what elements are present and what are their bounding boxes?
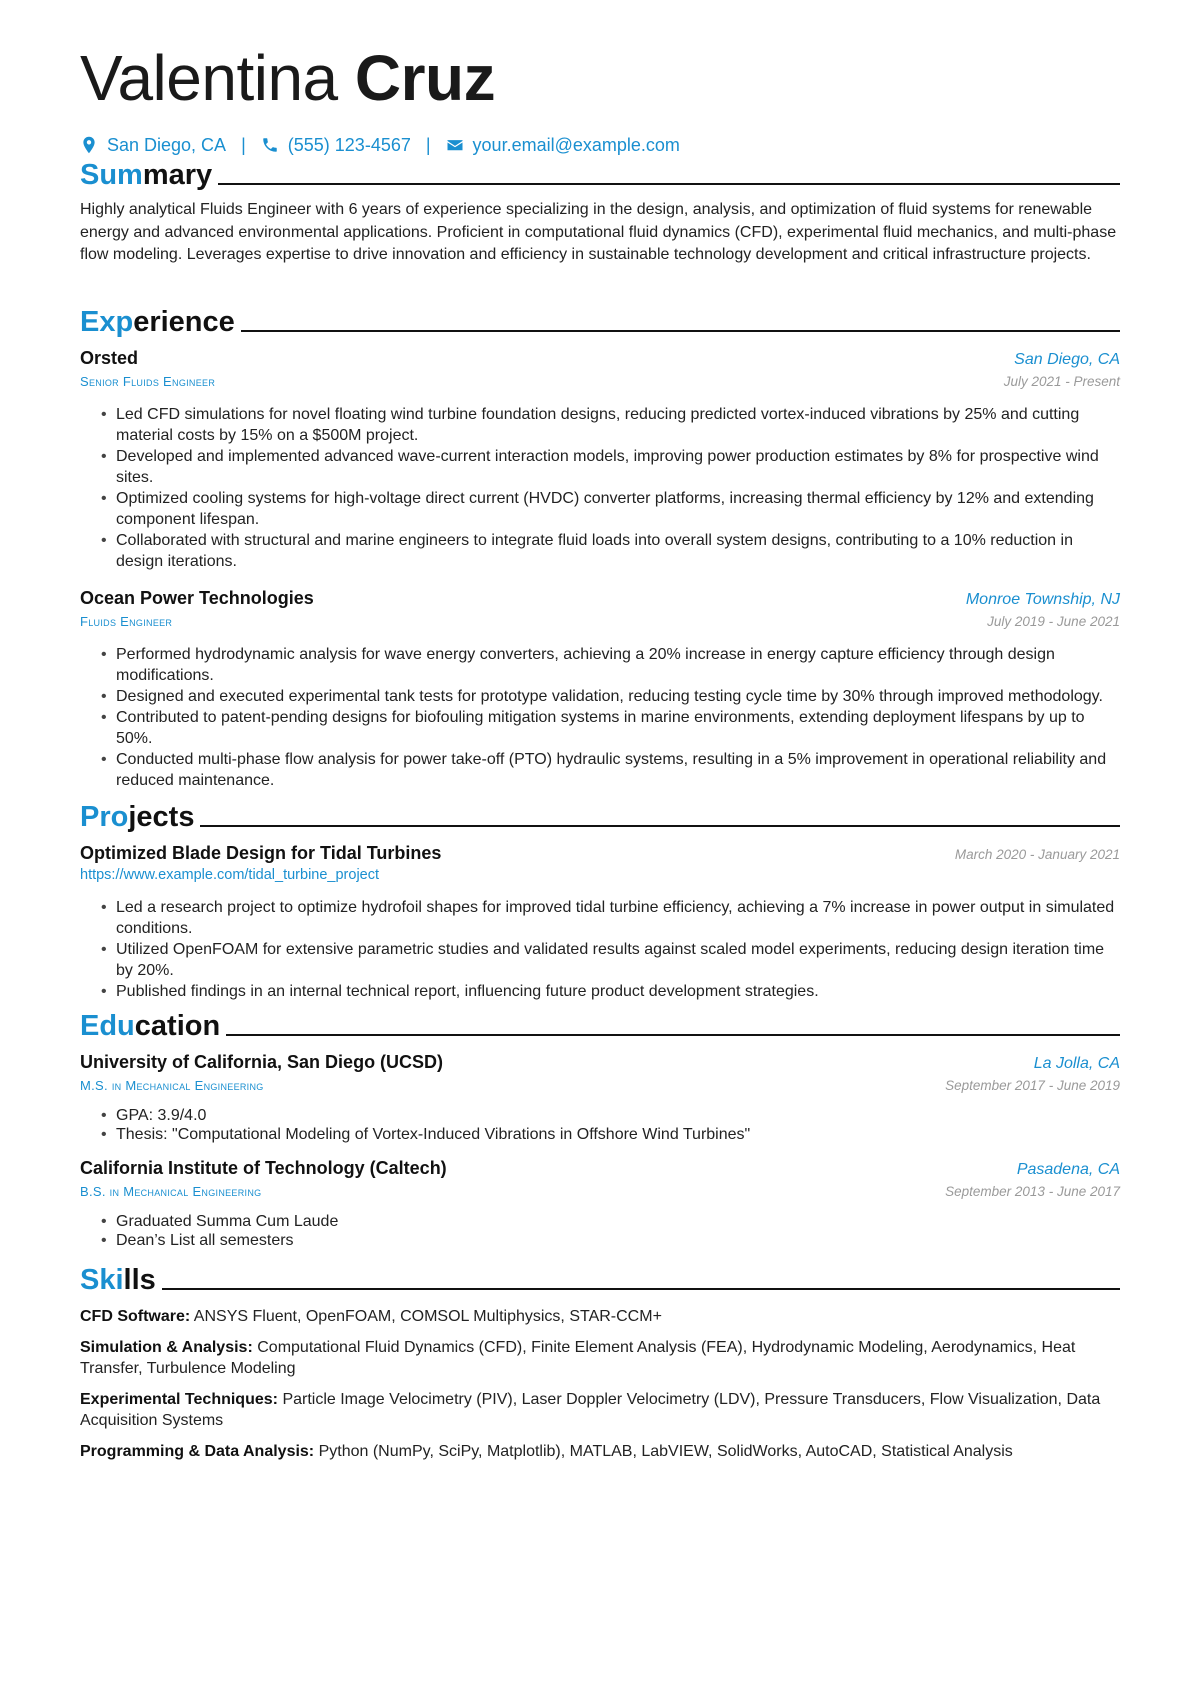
heading-accent: Pro (80, 801, 129, 833)
phone-icon (261, 136, 279, 154)
skill-group (80, 1389, 1120, 1431)
school-dates: September 2017 - June 2019 (945, 1078, 1120, 1093)
section-rule (200, 825, 1120, 827)
school-location: La Jolla, CA (1033, 1055, 1120, 1072)
map-marker-icon (80, 136, 98, 154)
heading-rest: jects (128, 801, 195, 833)
heading-accent: Edu (80, 1010, 135, 1042)
list-item: • Led CFD simulations for novel floating wind turbine foundation designs, reducing predicted vortex-induced vibrations by 25% and cutting material costs by 15% on a $500M project. (116, 404, 1120, 446)
first-name: Valentina (80, 42, 338, 114)
section-rule (162, 1288, 1120, 1290)
job-location: Monroe Township, NJ (965, 591, 1120, 608)
school-name: California Institute of Technology (Caltech) (80, 1158, 447, 1178)
list-item: • Led a research project to optimize hydrofoil shapes for improved tidal turbine efficiency, achieving a 7% increase in power output in simulated conditions. (116, 897, 1120, 939)
skill-group (80, 1306, 1120, 1327)
section-rule (218, 183, 1120, 185)
skills-section (80, 1258, 1120, 1462)
heading-rest: mary (142, 159, 213, 191)
skill-group (80, 1337, 1120, 1379)
list-item: • Developed and implemented advanced wave-current interaction models, improving power production estimates by 8% for prospective wind sites. (116, 446, 1120, 488)
heading-rest: lls (123, 1264, 156, 1296)
job-company: Ocean Power Technologies (80, 588, 314, 608)
job-title: Senior Fluids Engineer (80, 374, 216, 389)
school-bullets (80, 1212, 1120, 1250)
phone-text: (555) 123-4567 (287, 135, 411, 155)
section-heading (80, 1004, 1120, 1044)
education-entry (80, 1156, 1120, 1250)
skill-label: Experimental Techniques: (80, 1391, 278, 1408)
job-bullets (80, 644, 1120, 791)
list-item: • Performed hydrodynamic analysis for wave energy converters, achieving a 20% increase in energy capture efficiency through design modifications. (116, 644, 1120, 686)
location-text: San Diego, CA (107, 135, 227, 155)
skill-label: CFD Software: (80, 1308, 191, 1325)
education-section (80, 1004, 1120, 1250)
section-rule (241, 330, 1120, 332)
envelope-icon (446, 136, 464, 154)
job-entry (80, 586, 1120, 791)
job-dates: July 2021 - Present (1003, 374, 1120, 389)
list-item: • Collaborated with structural and marine engineers to integrate fluid loads into overall system designs, contributing to a 10% reduction in design iterations. (116, 530, 1120, 572)
heading-rest: cation (134, 1010, 221, 1042)
contact-separator: | (241, 135, 246, 155)
skill-group (80, 1441, 1120, 1462)
skill-value: ANSYS Fluent, OpenFOAM, COMSOL Multiphysics, STAR-CCM+ (193, 1308, 662, 1325)
list-item: • Utilized OpenFOAM for extensive parametric studies and validated results against scaled model experiments, reducing design iteration time by 20%. (116, 939, 1120, 981)
heading-accent: Ski (80, 1264, 124, 1296)
section-heading (80, 795, 1120, 835)
email-link: your.email@example.com (472, 135, 680, 155)
section-heading (80, 300, 1120, 340)
school-name: University of California, San Diego (UCSD) (80, 1052, 444, 1072)
contact-separator: | (425, 135, 431, 155)
school-dates: September 2013 - June 2017 (945, 1184, 1120, 1199)
section-rule (226, 1034, 1120, 1036)
school-location: Pasadena, CA (1016, 1161, 1120, 1178)
degree: M.S. in Mechanical Engineering (80, 1078, 264, 1093)
job-company: Orsted (80, 348, 139, 368)
skill-value: Particle Image Velocimetry (PIV), Laser Doppler Velocimetry (LDV), Pressure Transducers, Flow Visualization, Data Acquisition Systems (80, 1391, 1101, 1429)
section-heading (80, 153, 1120, 193)
school-bullets (80, 1106, 1120, 1144)
list-item: • GPA: 3.9/4.0 (116, 1106, 1120, 1125)
list-item: • Designed and executed experimental tank tests for prototype validation, reducing testing cycle time by 30% through improved methodology. (116, 686, 1120, 707)
project-name: Optimized Blade Design for Tidal Turbines (80, 843, 442, 863)
heading-rest: erience (133, 306, 235, 338)
heading-accent: Exp (80, 306, 134, 338)
last-name: Cruz (354, 42, 496, 114)
list-item: • Optimized cooling systems for high-voltage direct current (HVDC) converter platforms, increasing thermal efficiency by 12% and extending component lifespan. (116, 488, 1120, 530)
summary-section (80, 153, 1120, 267)
project-entry (80, 841, 1120, 1002)
projects-section (80, 795, 1120, 1002)
job-bullets (80, 404, 1120, 572)
candidate-name (80, 40, 495, 116)
skill-value: Python (NumPy, SciPy, Matplotlib), MATLAB, LabVIEW, SolidWorks, AutoCAD, Statistical Analysis (318, 1443, 1013, 1460)
project-link[interactable]: https://www.example.com/tidal_turbine_project (80, 867, 380, 883)
project-bullets (80, 897, 1120, 1002)
list-item: • Conducted multi-phase flow analysis for power take-off (PTO) hydraulic systems, resulting in a 5% improvement in operational reliability and reduced maintenance. (116, 749, 1120, 791)
job-entry (80, 346, 1120, 572)
list-item: • Published findings in an internal technical report, influencing future product development strategies. (116, 981, 1120, 1002)
experience-section (80, 300, 1120, 791)
job-title: Fluids Engineer (80, 614, 173, 629)
summary-text: Highly analytical Fluids Engineer with 6 years of experience specializing in the design, analysis, and optimization of fluid systems for renewable energy and advanced environmental applications. Proficient in computational fluid dynamics (CFD), experimental fluid mechanics, and multi-phase flow modeling. Leverages expertise to drive innovation and efficiency in sustainable technology development and critical infrastructure projects. (80, 201, 1117, 263)
education-entry (80, 1050, 1120, 1144)
skill-label: Simulation & Analysis: (80, 1339, 253, 1356)
list-item: • Thesis: "Computational Modeling of Vortex-Induced Vibrations in Offshore Wind Turbines" (116, 1125, 1120, 1144)
job-location: San Diego, CA (1014, 351, 1120, 368)
section-heading (80, 1258, 1120, 1298)
list-item: • Contributed to patent-pending designs for biofouling mitigation systems in marine environments, extending deployment lifespans by up to 50%. (116, 707, 1120, 749)
degree: B.S. in Mechanical Engineering (80, 1184, 262, 1199)
skill-label: Programming & Data Analysis: (80, 1443, 315, 1460)
heading-accent: Sum (80, 159, 143, 191)
job-dates: July 2019 - June 2021 (987, 614, 1120, 629)
list-item: • Dean’s List all semesters (116, 1231, 1120, 1250)
project-dates: March 2020 - January 2021 (954, 847, 1120, 862)
skill-value: Computational Fluid Dynamics (CFD), Finite Element Analysis (FEA), Hydrodynamic Modeling, Aerodynamics, Heat Transfer, Turbulence Modeling (80, 1339, 1076, 1377)
list-item: • Graduated Summa Cum Laude (116, 1212, 1120, 1231)
